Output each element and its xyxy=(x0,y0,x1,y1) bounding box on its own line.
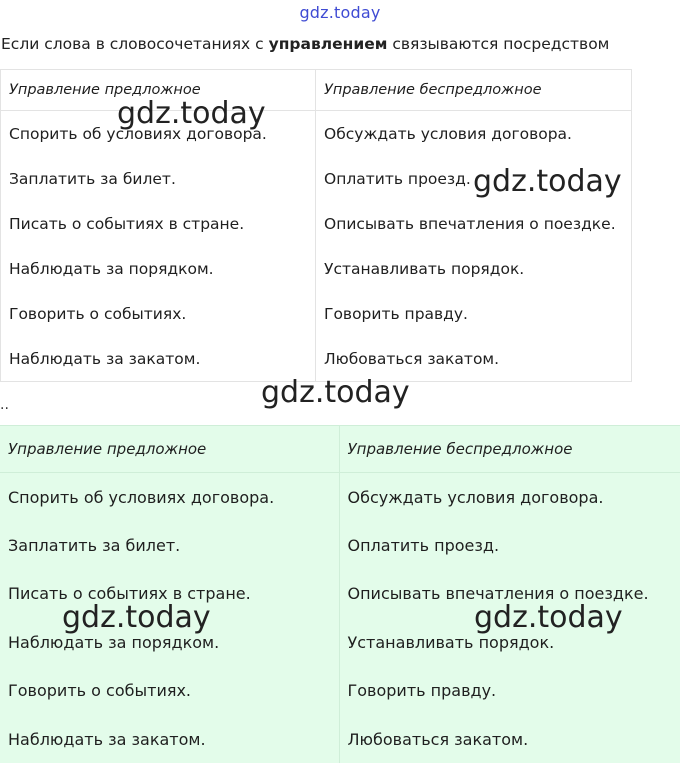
table-cell: Устанавливать порядок. xyxy=(347,632,555,652)
table-cell: Обсуждать условия договора. xyxy=(347,487,604,507)
table-cell: Оплатить проезд. xyxy=(347,536,500,556)
watermark: gdz.today xyxy=(473,164,622,199)
intro-after: связываются посредством xyxy=(387,35,610,53)
watermark: gdz.today xyxy=(117,96,266,131)
table-row xyxy=(1,111,632,157)
site-logo[interactable]: gdz.today xyxy=(299,3,381,22)
table-cell: Наблюдать за закатом. xyxy=(1,336,316,382)
table-row xyxy=(1,291,632,336)
table-cell: Описывать впечатления о поездке. xyxy=(324,214,616,233)
table-row xyxy=(0,715,680,763)
table-cell: Говорить правду. xyxy=(324,304,468,323)
answer-table xyxy=(0,425,680,763)
table-cell: Наблюдать за порядком. xyxy=(0,618,339,666)
intro-text xyxy=(1,35,609,53)
watermark: gdz.today xyxy=(261,375,410,410)
table-cell: Спорить об условиях договора. xyxy=(0,473,339,522)
table-cell: Говорить о событиях. xyxy=(1,291,316,336)
table-cell: Писать о событиях в стране. xyxy=(0,570,339,618)
table-cell: Любоваться закатом. xyxy=(347,729,529,749)
table-cell: Спорить об условиях договора. xyxy=(1,111,316,157)
table-row xyxy=(0,473,680,522)
table-row xyxy=(1,246,632,291)
table-row xyxy=(0,570,680,618)
intro-before: Если слова в словосочетаниях с xyxy=(1,35,269,53)
header-prepositional: Управление предложное xyxy=(1,70,316,111)
task-table xyxy=(0,69,632,382)
table-cell: Наблюдать за порядком. xyxy=(1,246,316,291)
intro-bold: управлением xyxy=(268,35,388,53)
table-row xyxy=(0,618,680,666)
header-non-prepositional: Управление беспредложное xyxy=(316,70,632,111)
watermark: gdz.today xyxy=(474,600,623,635)
table-cell: Обсуждать условия договора. xyxy=(324,124,572,143)
table-cell: Любоваться закатом. xyxy=(324,349,500,368)
table-header-row xyxy=(1,70,632,111)
header-prepositional: Управление предложное xyxy=(0,426,339,473)
table-cell: Говорить правду. xyxy=(347,681,497,701)
table-cell: Заплатить за билет. xyxy=(0,521,339,569)
table-cell: Оплатить проезд. xyxy=(324,169,471,188)
table-cell: Говорить о событиях. xyxy=(0,667,339,715)
table-row xyxy=(1,201,632,246)
table-row xyxy=(0,667,680,715)
watermark: gdz.today xyxy=(62,600,211,635)
table-cell: Наблюдать за закатом. xyxy=(0,715,339,763)
table-cell: Устанавливать порядок. xyxy=(324,259,525,278)
table-row xyxy=(1,156,632,201)
table-header-row xyxy=(0,426,680,473)
table-row xyxy=(0,521,680,569)
table-cell: Заплатить за билет. xyxy=(1,156,316,201)
table-row xyxy=(1,336,632,382)
separator-dots: .. xyxy=(0,397,9,413)
table-cell: Описывать впечатления о поездке. xyxy=(347,584,649,604)
table-cell: Писать о событиях в стране. xyxy=(1,201,316,246)
header-non-prepositional: Управление беспредложное xyxy=(339,426,680,473)
